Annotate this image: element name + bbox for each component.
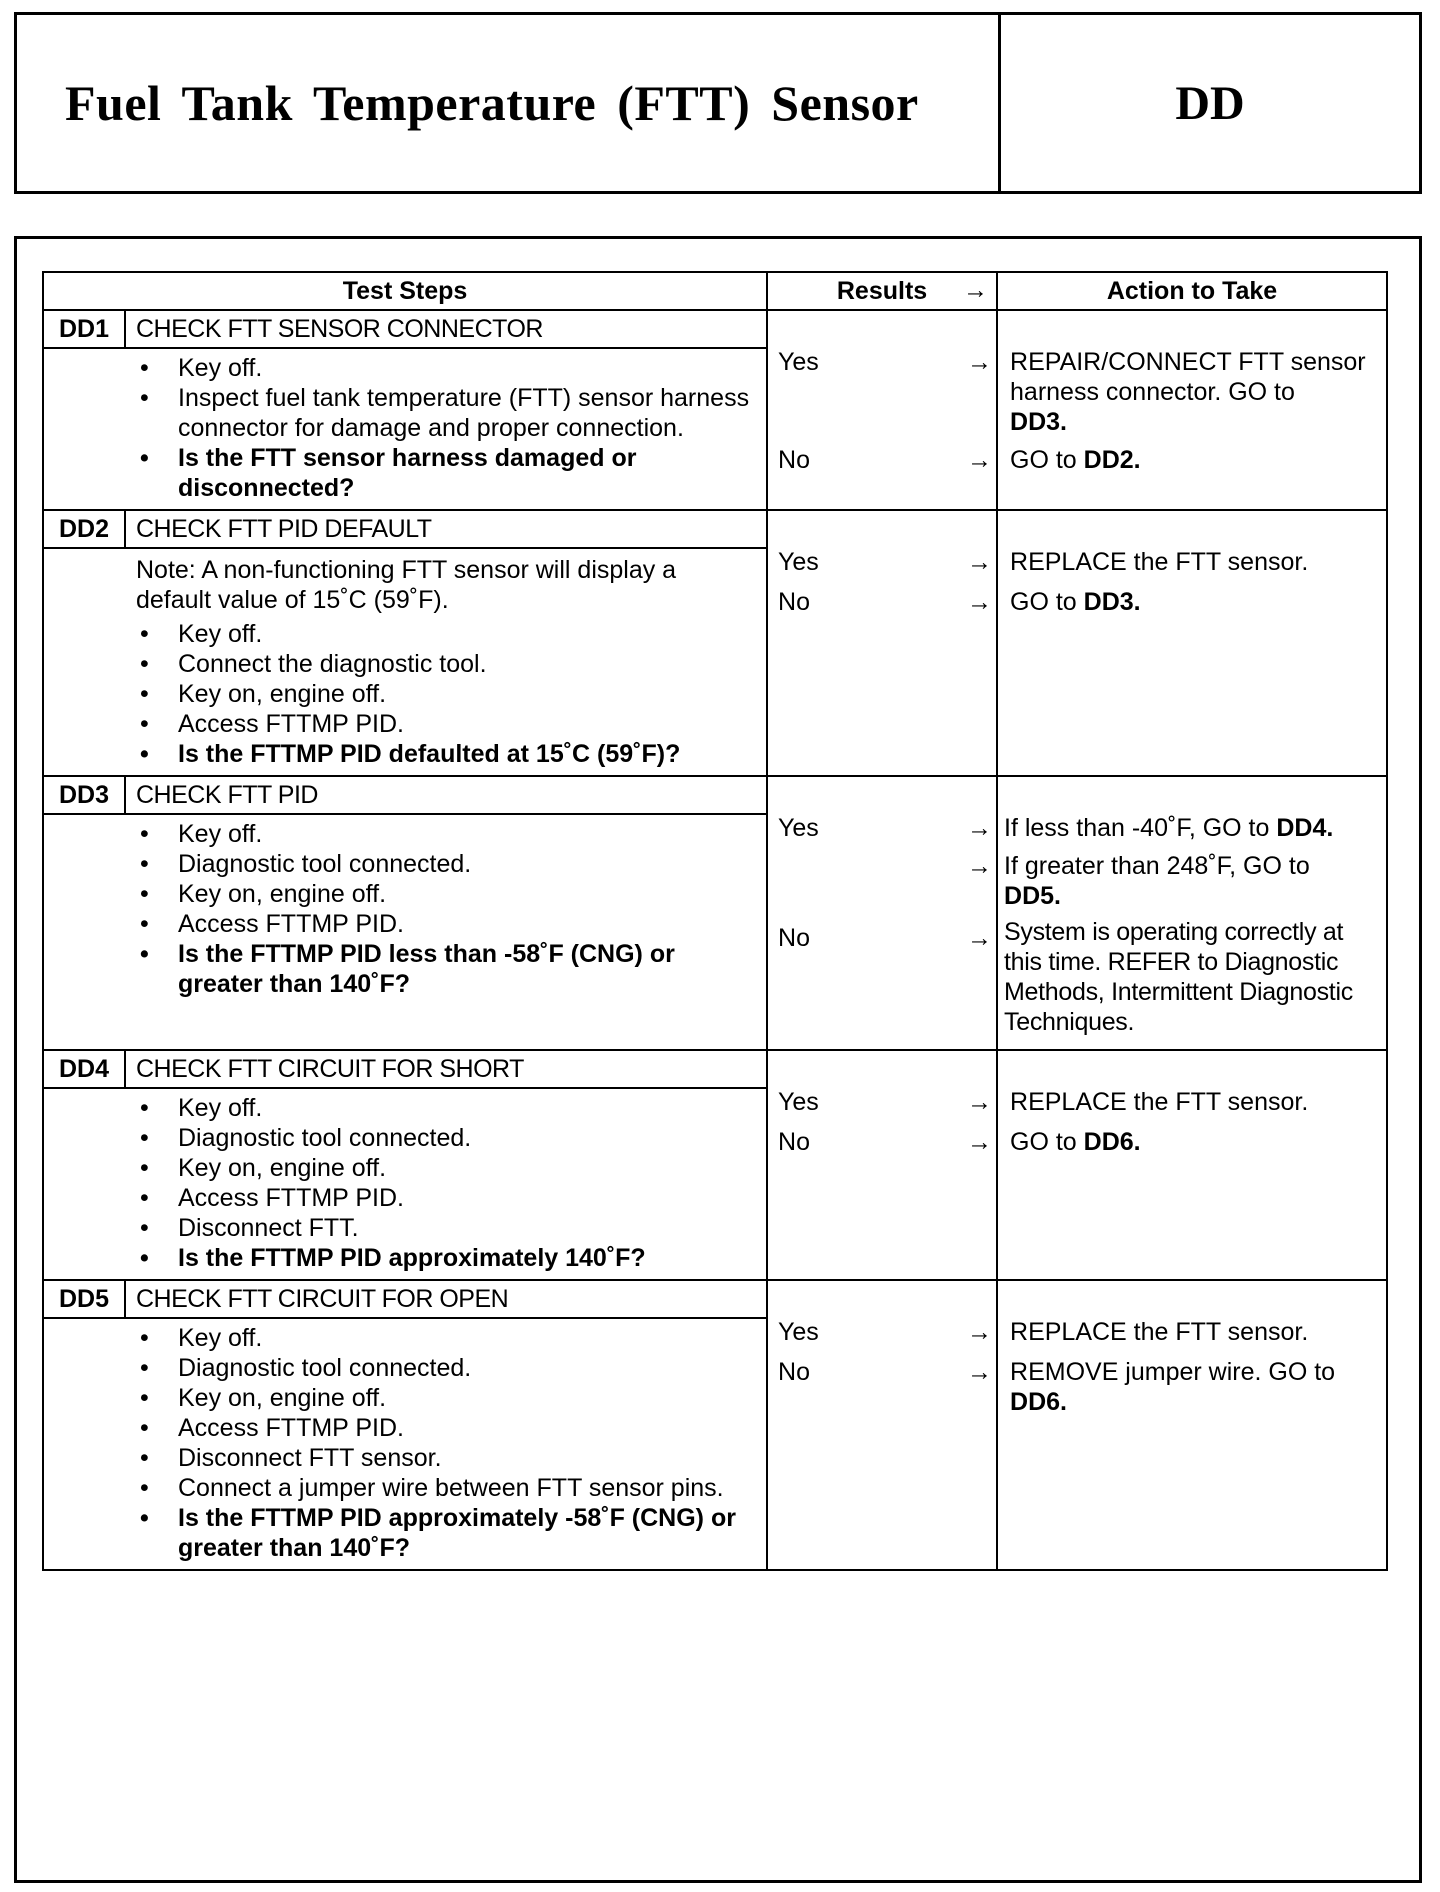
list-item: • Diagnostic tool connected. bbox=[136, 1123, 758, 1153]
action-yes-2 bbox=[1004, 851, 1382, 911]
step-bullet-list bbox=[136, 353, 758, 503]
result-yes bbox=[778, 347, 996, 377]
arrow-icon: → bbox=[967, 1358, 993, 1386]
result-no-label: No bbox=[778, 446, 810, 474]
list-item: • Access FTTMP PID. bbox=[136, 909, 758, 939]
diagnostic-table bbox=[42, 271, 1388, 1571]
arrow-icon: → bbox=[967, 814, 993, 842]
action-yes: REPLACE the FTT sensor. bbox=[1010, 548, 1309, 576]
step-bullet-list bbox=[136, 1093, 758, 1273]
content-frame bbox=[14, 236, 1422, 1883]
action-yes bbox=[1010, 347, 1382, 437]
action-yes-text: REPAIR/CONNECT FTT sensor harness connector. GO to bbox=[1010, 348, 1366, 406]
action-no-ref: DD3. bbox=[1083, 588, 1141, 616]
action-no bbox=[1010, 445, 1382, 475]
action-no-text: GO to bbox=[1010, 1128, 1077, 1156]
action-cell bbox=[997, 310, 1387, 510]
arrow-icon: → bbox=[963, 276, 989, 304]
result-yes bbox=[778, 813, 996, 843]
action-no bbox=[1010, 1127, 1382, 1157]
list-item: • Connect a jumper wire between FTT sensor pins. bbox=[136, 1473, 758, 1503]
action-no-ref: DD6. bbox=[1083, 1128, 1141, 1156]
result-yes-label: Yes bbox=[778, 348, 819, 376]
step-name: CHECK FTT SENSOR CONNECTOR bbox=[125, 310, 767, 348]
step-bullet-list bbox=[136, 1323, 758, 1563]
action-yes-text: If less than -40˚F, GO to bbox=[1004, 814, 1270, 842]
result-yes-label: Yes bbox=[778, 548, 819, 576]
col-header-results-label: Results bbox=[836, 277, 928, 305]
list-item: • Key off. bbox=[136, 1323, 758, 1353]
step-question: • Is the FTTMP PID defaulted at 15˚C (59˚F)? bbox=[136, 739, 758, 769]
list-item: • Key on, engine off. bbox=[136, 879, 758, 909]
action-yes: REPLACE the FTT sensor. bbox=[1010, 1318, 1309, 1346]
section-code: DD bbox=[1175, 76, 1245, 130]
list-item: • Inspect fuel tank temperature (FTT) sensor harness connector for damage and proper connection. bbox=[136, 383, 758, 443]
list-item: • Diagnostic tool connected. bbox=[136, 849, 758, 879]
list-item: • Key off. bbox=[136, 1093, 758, 1123]
page-header bbox=[14, 12, 1422, 194]
arrow-icon: → bbox=[967, 1318, 993, 1346]
step-body bbox=[43, 1088, 767, 1280]
result-no bbox=[778, 923, 996, 953]
list-item: • Diagnostic tool connected. bbox=[136, 1353, 758, 1383]
action-yes-ref: DD4. bbox=[1276, 814, 1334, 842]
results-cell bbox=[767, 1050, 997, 1280]
arrow-icon: → bbox=[967, 348, 993, 376]
list-item: • Key on, engine off. bbox=[136, 1383, 758, 1413]
action-yes-2-ref: DD5. bbox=[1004, 882, 1061, 910]
list-item: • Access FTTMP PID. bbox=[136, 1183, 758, 1213]
step-row-dd4 bbox=[43, 1050, 1387, 1088]
step-name: CHECK FTT CIRCUIT FOR OPEN bbox=[125, 1280, 767, 1318]
col-header-test-steps: Test Steps bbox=[43, 272, 767, 310]
list-item: • Key off. bbox=[136, 819, 758, 849]
step-id: DD5 bbox=[43, 1280, 125, 1318]
arrow-icon: → bbox=[967, 924, 993, 952]
step-bullet-list bbox=[136, 619, 758, 769]
results-cell bbox=[767, 510, 997, 776]
list-item: • Key off. bbox=[136, 353, 758, 383]
step-question: • Is the FTT sensor harness damaged or disconnected? bbox=[136, 443, 758, 503]
action-cell bbox=[997, 776, 1387, 1050]
action-no-text: REMOVE jumper wire. GO to bbox=[1010, 1358, 1336, 1386]
action-yes-2-text: If greater than 248˚F, GO to bbox=[1004, 852, 1310, 880]
arrow-icon: → bbox=[967, 1088, 993, 1116]
step-question: • Is the FTTMP PID less than -58˚F (CNG) or greater than 140˚F? bbox=[136, 939, 758, 999]
step-question: • Is the FTTMP PID approximately 140˚F? bbox=[136, 1243, 758, 1273]
step-row-dd2 bbox=[43, 510, 1387, 548]
list-item: • Access FTTMP PID. bbox=[136, 709, 758, 739]
action-cell bbox=[997, 1280, 1387, 1570]
result-no bbox=[778, 445, 996, 475]
arrow-icon: → bbox=[967, 548, 993, 576]
arrow-icon: → bbox=[967, 852, 993, 880]
step-body bbox=[43, 1318, 767, 1570]
result-no bbox=[778, 1357, 996, 1387]
action-no bbox=[1010, 1357, 1382, 1417]
list-item: • Connect the diagnostic tool. bbox=[136, 649, 758, 679]
action-cell bbox=[997, 510, 1387, 776]
arrow-icon: → bbox=[967, 446, 993, 474]
step-id: DD4 bbox=[43, 1050, 125, 1088]
results-cell bbox=[767, 310, 997, 510]
list-item: • Disconnect FTT sensor. bbox=[136, 1443, 758, 1473]
step-name: CHECK FTT CIRCUIT FOR SHORT bbox=[125, 1050, 767, 1088]
action-no: System is operating correctly at this time. REFER to Diagnostic Methods, Intermittent Diagnostic Techniques. bbox=[1004, 918, 1353, 1036]
step-row-dd5 bbox=[43, 1280, 1387, 1318]
result-no-label: No bbox=[778, 588, 810, 616]
list-item: • Access FTTMP PID. bbox=[136, 1413, 758, 1443]
list-item: • Key on, engine off. bbox=[136, 1153, 758, 1183]
step-note: Note: A non-functioning FTT sensor will display a default value of 15˚C (59˚F). bbox=[136, 556, 677, 614]
result-yes-label: Yes bbox=[778, 1088, 819, 1116]
result-yes-2 bbox=[778, 851, 996, 881]
result-yes-label: Yes bbox=[778, 814, 819, 842]
step-row-dd1 bbox=[43, 310, 1387, 348]
result-no-label: No bbox=[778, 1128, 810, 1156]
step-body bbox=[43, 814, 767, 1050]
step-body bbox=[43, 348, 767, 510]
list-item: • Key on, engine off. bbox=[136, 679, 758, 709]
result-no bbox=[778, 1127, 996, 1157]
arrow-icon: → bbox=[967, 588, 993, 616]
action-no bbox=[1010, 587, 1382, 617]
arrow-icon: → bbox=[967, 1128, 993, 1156]
step-question: • Is the FTTMP PID approximately -58˚F (CNG) or greater than 140˚F? bbox=[136, 1503, 758, 1563]
results-cell bbox=[767, 1280, 997, 1570]
step-id: DD1 bbox=[43, 310, 125, 348]
col-header-action: Action to Take bbox=[997, 272, 1387, 310]
step-body bbox=[43, 548, 767, 776]
step-bullet-list bbox=[136, 819, 758, 999]
list-item: • Disconnect FTT. bbox=[136, 1213, 758, 1243]
col-header-results bbox=[767, 272, 997, 310]
step-name: CHECK FTT PID bbox=[125, 776, 767, 814]
result-yes-label: Yes bbox=[778, 1318, 819, 1346]
action-no-text: GO to bbox=[1010, 588, 1077, 616]
step-id: DD2 bbox=[43, 510, 125, 548]
step-row-dd3 bbox=[43, 776, 1387, 814]
table-header-row bbox=[43, 272, 1387, 310]
action-no-text: GO to bbox=[1010, 446, 1077, 474]
action-yes: REPLACE the FTT sensor. bbox=[1010, 1088, 1309, 1116]
action-yes-ref: DD3. bbox=[1010, 408, 1067, 436]
result-yes bbox=[778, 1087, 996, 1117]
result-no-label: No bbox=[778, 1358, 810, 1386]
action-no-ref: DD2. bbox=[1083, 446, 1141, 474]
result-yes bbox=[778, 1317, 996, 1347]
page-title: Fuel Tank Temperature (FTT) Sensor bbox=[17, 15, 1001, 191]
step-id: DD3 bbox=[43, 776, 125, 814]
results-cell bbox=[767, 776, 997, 1050]
list-item: • Key off. bbox=[136, 619, 758, 649]
step-name: CHECK FTT PID DEFAULT bbox=[125, 510, 767, 548]
action-no-ref: DD6. bbox=[1010, 1388, 1067, 1416]
action-cell bbox=[997, 1050, 1387, 1280]
result-no bbox=[778, 587, 996, 617]
result-yes bbox=[778, 547, 996, 577]
result-no-label: No bbox=[778, 924, 810, 952]
action-yes bbox=[1004, 813, 1382, 843]
